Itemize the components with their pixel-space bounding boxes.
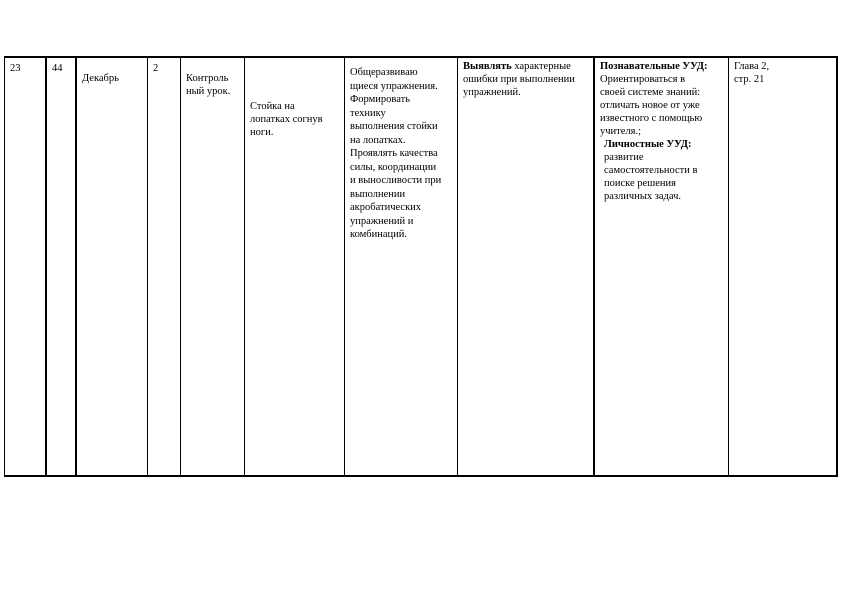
table-row: [4, 56, 838, 477]
topic-line: ноги.: [250, 127, 274, 138]
hours-value: 2: [153, 63, 159, 74]
lesson-number: 44: [52, 63, 63, 74]
personal-uud-line: различных задач.: [604, 191, 682, 202]
cell-hours: [147, 58, 180, 475]
cognitive-uud-line: отличать новое от уже: [600, 100, 700, 111]
cell-number: [5, 58, 45, 475]
cell-uud: [593, 58, 728, 475]
row-number: 23: [10, 63, 21, 74]
cognitive-uud-line: известного с помощью: [600, 113, 703, 124]
cognitive-uud-line: Ориентироваться в: [600, 74, 686, 85]
topic-line: лопатках согнув: [250, 114, 323, 125]
activity-line: [463, 60, 589, 73]
content-line: Проявлять качества: [350, 148, 438, 159]
content-line: акробатических: [350, 202, 422, 213]
lesson-type-line: ный урок.: [186, 86, 231, 97]
content-line: технику: [350, 107, 386, 119]
content-line: щиеся упражнения.: [350, 80, 438, 92]
cognitive-uud-line: учителя.;: [600, 126, 642, 137]
cell-lesson-type: [180, 58, 244, 475]
content-line: и выносливости при: [350, 175, 442, 186]
cognitive-uud-line: своей системе знаний:: [600, 87, 701, 98]
content-line: комбинаций.: [350, 229, 407, 240]
cell-activity: [457, 58, 593, 475]
topic-line: Стойка на: [250, 101, 295, 112]
personal-uud-title: Личностные УУД:: [604, 139, 692, 150]
content-line: на лопатках.: [350, 134, 406, 146]
content-line: силы, координации: [350, 161, 437, 173]
cell-month: [75, 58, 147, 475]
personal-uud-line: развитие: [604, 152, 644, 163]
cognitive-uud-title: Познавательные УУД:: [600, 61, 708, 72]
content-line: Формировать: [350, 94, 410, 105]
activity-line: упражнений.: [463, 87, 521, 98]
month-label: Декабрь: [82, 73, 119, 84]
personal-uud-line: поиске решения: [604, 178, 676, 189]
activity-text: характерные: [514, 61, 571, 72]
cell-content: [344, 58, 457, 475]
content-line: Общеразвиваю: [350, 67, 418, 78]
textbook-line: стр. 21: [734, 74, 765, 85]
content-line: упражнений и: [350, 215, 414, 227]
content-line: выполнения стойки: [350, 121, 438, 132]
lesson-type-line: Контроль: [186, 73, 229, 84]
activity-verb: Выявлять: [463, 61, 512, 72]
textbook-line: Глава 2,: [734, 61, 770, 72]
personal-uud-line: самостоятельности в: [604, 165, 698, 176]
cell-textbook: [728, 58, 837, 475]
content-line: выполнении: [350, 188, 406, 200]
cell-topic: [244, 58, 344, 475]
cell-lesson-number: [45, 58, 76, 475]
activity-line: ошибки при выполнении: [463, 74, 575, 85]
